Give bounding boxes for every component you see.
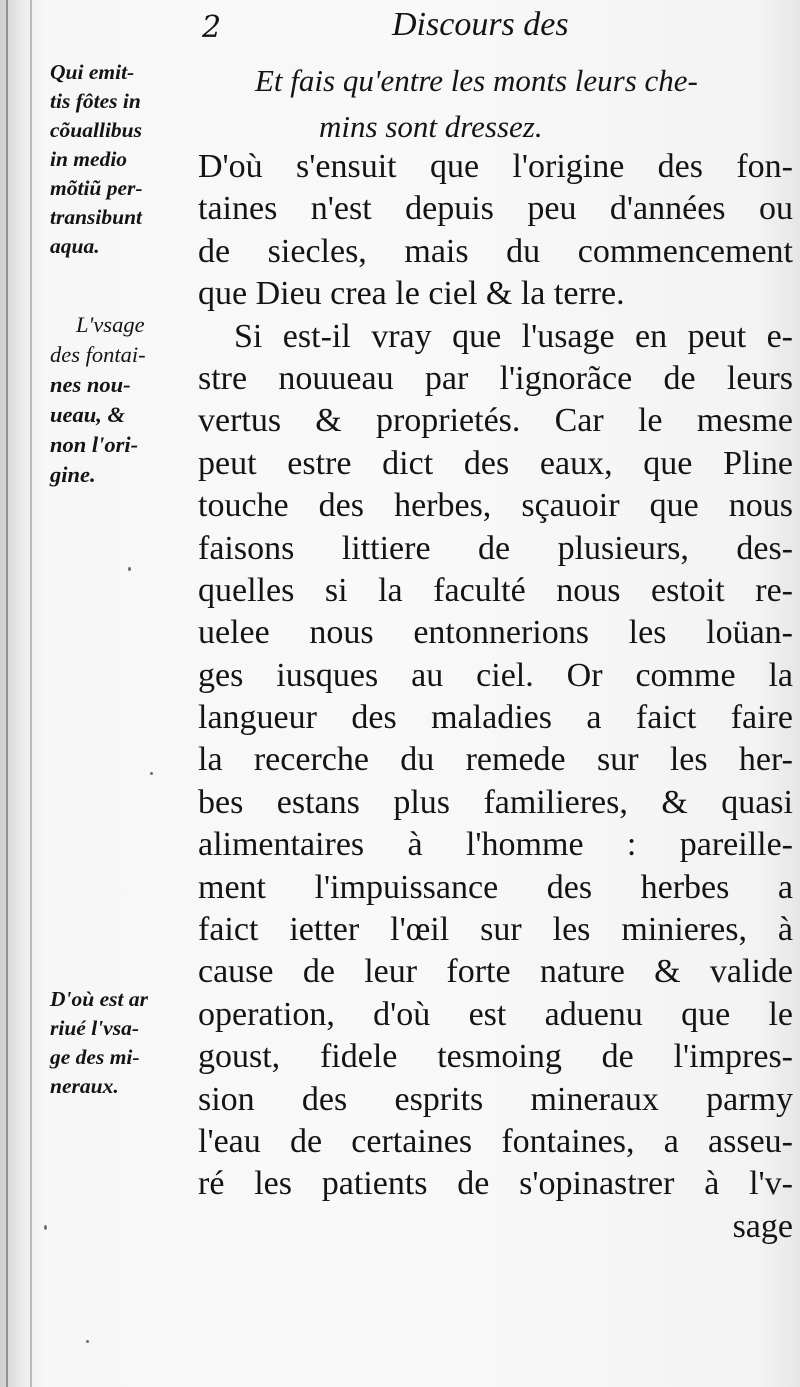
page-number: 2 [202,10,222,45]
margin-note-usage [50,310,200,490]
verse-line: Et fais qu'entre les monts leurs che- [255,63,698,98]
body-line: operation, d'où est aduenu que le [198,995,793,1033]
margin-line: mõtiũ per- [50,176,143,200]
margin-line: L'vsage [76,312,145,337]
body-line: ges iusques au ciel. Or comme la [198,656,793,694]
margin-line: ueau, & [50,402,126,427]
ink-speck [86,1340,89,1343]
body-line: l'eau de certaines fontaines, a asseu- [198,1122,793,1160]
margin-line: gine. [50,462,96,487]
margin-line: des fontai- [50,342,146,367]
body-line: langueur des maladies a faict faire [198,699,793,737]
body-line: ment l'impuissance des herbes a [198,868,793,906]
gutter-rule [6,0,8,1387]
verse-line: mins sont dressez. [319,109,543,144]
body-line: goust, fidele tesmoing de l'impres- [198,1038,793,1076]
body-line: faict ietter l'œil sur les minieres, à [198,911,793,949]
margin-line: nes nou- [50,372,131,397]
body-line: ré les patients de s'opinastrer à l'v- [198,1165,793,1203]
margin-line: in medio [50,147,128,171]
margin-line: riué l'vsa- [50,1016,139,1040]
margin-line: aqua. [50,234,100,258]
body-line: faisons littiere de plusieurs, des- [198,529,793,567]
body-line: vertus & proprietés. Car le mesme [198,402,793,440]
ink-speck [128,567,131,571]
margin-line: cõuallibus [50,118,142,142]
body-line: bes estans plus familieres, & quasi [198,783,793,821]
body-line: D'où s'ensuit que l'origine des fon- [198,148,793,185]
body-line: touche des herbes, sçauoir que nous [198,487,793,525]
body-line: de siecles, mais du commencement [198,232,793,270]
margin-note-mineraux [50,985,200,1101]
ink-speck [150,772,153,775]
body-line: peut estre dict des eaux, que Pline [198,444,793,482]
margin-line: D'où est ar [50,987,148,1011]
body-line: sion des esprits mineraux parmy [198,1080,793,1118]
margin-line: Qui emit- [50,60,135,84]
margin-note-latin [50,58,200,261]
body-line: Si est-il vray que l'usage en peut e- [234,317,793,355]
body-line: quelles si la faculté nous estoit re- [198,571,793,609]
body-line: la recerche du remede sur les her- [198,741,793,779]
body-line: cause de leur forte nature & valide [198,953,793,991]
body-line: stre nouueau par l'ignorãce de leurs [198,359,793,397]
margin-line: ge des mi- [50,1045,140,1069]
page-header [0,6,800,54]
body-line: sage [732,1207,793,1245]
ink-speck [44,1225,47,1230]
gutter-rule [30,0,32,1387]
verse-quote [255,58,795,150]
margin-line: transibunt [50,205,143,229]
body-line: alimentaires à l'homme : pareille- [198,826,793,864]
running-head: Discours des [392,6,569,43]
margin-line: neraux. [50,1074,119,1098]
body-line: uelee nous entonnerions les loüan- [198,614,793,652]
margin-line: non l'ori- [50,432,139,457]
body-text [198,146,793,1248]
body-line: taines n'est depuis peu d'années ou [198,190,793,228]
body-line: que Dieu crea le ciel & la terre. [198,275,625,313]
margin-line: tis fôtes in [50,89,141,113]
